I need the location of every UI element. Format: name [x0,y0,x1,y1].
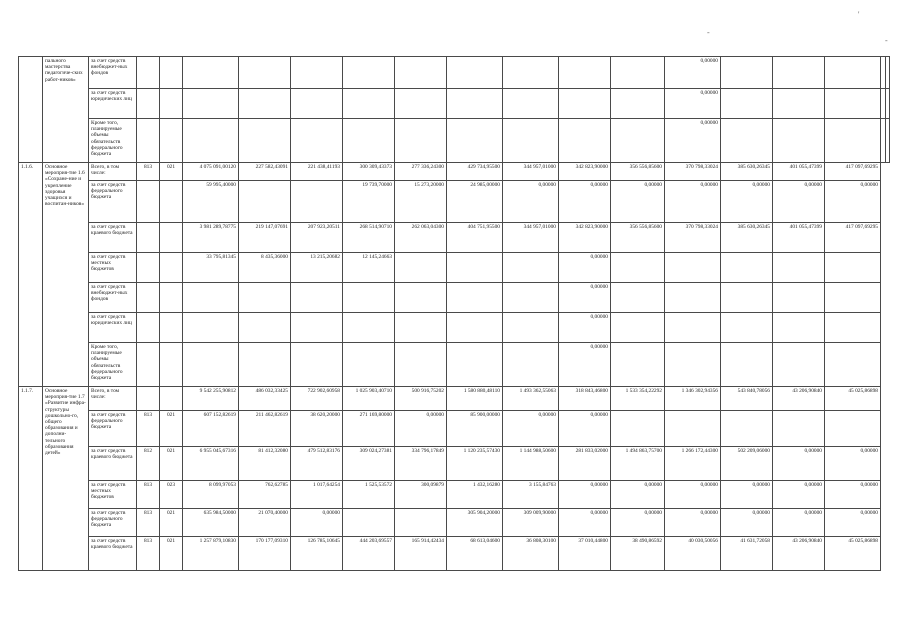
amount-cell [183,343,239,387]
amount-cell: 1 494 863,75700 [611,447,665,481]
amount-cell: 0,00000 [611,509,665,537]
amount-cell: 0,00000 [559,343,611,387]
amount-cell [291,119,343,163]
amount-cell [559,89,611,119]
table-row [19,343,890,387]
amount-cell: 0,00000 [503,411,559,447]
amount-cell [559,57,611,89]
amount-cell [825,253,881,283]
rz-code-cell [160,119,183,163]
amount-cell: 344 957,01000 [503,223,559,253]
amount-cell [611,411,665,447]
funding-source-cell: за счет средств местных бюджетов [89,481,137,509]
amount-cell: 33 795,81345 [183,253,239,283]
table-row [19,313,890,343]
amount-cell: 0,00000 [721,481,773,509]
amount-cell: 1 493 362,55063 [503,387,559,411]
amount-cell: 0,00000 [825,181,881,223]
amount-cell [825,313,881,343]
amount-cell [239,119,291,163]
grbs-code-cell [137,57,160,89]
amount-cell: 227 582,43091 [239,163,291,181]
amount-cell [239,343,291,387]
amount-cell: 1 266 172,44300 [665,447,721,481]
amount-cell: 221 438,41193 [291,163,343,181]
amount-cell: 1 432,16280 [447,481,503,509]
grbs-code-cell [137,343,160,387]
amount-cell: 0,00000 [559,313,611,343]
amount-cell [343,119,395,163]
rz-code-cell [160,253,183,283]
amount-cell [611,57,665,89]
amount-cell: 543 840,78056 [721,387,773,411]
amount-cell: 0,00000 [395,411,447,447]
amount-cell [665,283,721,313]
amount-cell: 0,00000 [611,481,665,509]
amount-cell: 0,00000 [773,509,825,537]
amount-cell: 0,00000 [773,481,825,509]
amount-cell [395,253,447,283]
amount-cell: 385 630,26345 [721,223,773,253]
grbs-code-cell [137,387,160,411]
table-row [19,509,890,537]
amount-cell: 3 981 289,78775 [183,223,239,253]
amount-cell: 300,09879 [395,481,447,509]
amount-cell: 0,00000 [721,509,773,537]
amount-cell: 271 169,80000 [343,411,395,447]
amount-cell [825,343,881,387]
amount-cell: 0,00000 [665,119,721,163]
amount-cell: 41 631,72058 [721,537,773,571]
amount-cell: 318 843,46800 [559,387,611,411]
amount-cell [503,283,559,313]
amount-cell: 15 273,20000 [395,181,447,223]
amount-cell: 417 097,69295 [825,163,881,181]
amount-cell [503,89,559,119]
amount-cell: 36 808,30100 [503,537,559,571]
amount-cell: 9 542 255,90812 [183,387,239,411]
amount-cell: 281 833,02000 [559,447,611,481]
amount-cell: 40 030,50056 [665,537,721,571]
amount-cell [825,411,881,447]
funding-source-cell: Всего, в том числе: [89,163,137,181]
amount-cell: 43 206,90840 [773,387,825,411]
activity-name-cell: Основное мероприя-тие 1.7 «Развитие инфра-структуры дошкольно-го, общего образования и дополни-тельного образования детей» [43,387,89,571]
grbs-code-cell: 813 [137,537,160,571]
grbs-code-cell [137,181,160,223]
table-row [19,537,890,571]
amount-cell: 0,00000 [825,447,881,481]
amount-cell [721,119,773,163]
amount-cell: 429 734,95500 [447,163,503,181]
grbs-code-cell [137,89,160,119]
amount-cell: 1 580 880,48110 [447,387,503,411]
amount-cell: 401 055,47399 [773,223,825,253]
funding-source-cell: за счет средств юридических лиц [89,313,137,343]
amount-cell: 309 024,27381 [343,447,395,481]
table-row [19,119,890,163]
amount-cell: 479 512,83176 [291,447,343,481]
amount-cell [291,343,343,387]
row-number-cell: 1.1.7. [19,387,43,571]
amount-cell [291,57,343,89]
amount-cell: 344 957,01000 [503,163,559,181]
rz-code-cell: 021 [160,537,183,571]
amount-cell: 1 525,53572 [343,481,395,509]
table-row [19,223,890,253]
scan-mark-dash: - [707,28,710,37]
rz-code-cell [160,343,183,387]
amount-cell: 219 147,07691 [239,223,291,253]
amount-cell: 8 099,97053 [183,481,239,509]
amount-cell [239,57,291,89]
funding-source-cell: за счет средств краевого бюджета [89,447,137,481]
amount-cell: 207 923,20511 [291,223,343,253]
amount-cell [721,411,773,447]
amount-cell [665,253,721,283]
amount-cell: 1 025 903,40710 [343,387,395,411]
rz-code-cell [160,181,183,223]
grbs-code-cell [137,313,160,343]
amount-cell [721,57,773,89]
amount-cell [773,57,825,89]
amount-cell: 417 097,69295 [825,223,881,253]
amount-cell [343,57,395,89]
amount-cell [825,57,881,89]
table-row [19,481,890,509]
amount-cell: 38 620,20000 [291,411,343,447]
amount-cell: 0,00000 [611,181,665,223]
amount-cell [395,57,447,89]
amount-cell: 309 009,90000 [503,509,559,537]
amount-cell: 0,00000 [665,481,721,509]
row-number-cell: 1.1.6. [19,163,43,387]
amount-cell: 81 412,32080 [239,447,291,481]
amount-cell: 1 346 302,94356 [665,387,721,411]
amount-cell [343,283,395,313]
amount-cell [885,89,890,119]
amount-cell: 444 203,69557 [343,537,395,571]
amount-cell: 21 070,40000 [239,509,291,537]
rz-code-cell [160,387,183,411]
amount-cell: 68 613,04600 [447,537,503,571]
amount-cell: 0,00000 [291,509,343,537]
rz-code-cell [160,57,183,89]
amount-cell [183,283,239,313]
grbs-code-cell [137,119,160,163]
amount-cell: 334 796,17849 [395,447,447,481]
grbs-code-cell: 813 [137,411,160,447]
amount-cell: 37 010,44800 [559,537,611,571]
amount-cell [395,313,447,343]
amount-cell: 500 916,75202 [395,387,447,411]
amount-cell: 6 955 045,67316 [183,447,239,481]
table-row [19,163,890,181]
amount-cell [239,313,291,343]
table-row [19,181,890,223]
row-number-cell [19,57,43,163]
amount-cell: 0,00000 [825,509,881,537]
amount-cell [447,343,503,387]
amount-cell: 370 798,33024 [665,163,721,181]
activity-name-cell: Основное мероприя-тие 1.6 «Сохране-ние и укрепление здоровья учащихся и воспитан-ников» [43,163,89,387]
amount-cell: 1 533 354,22292 [611,387,665,411]
amount-cell: 38 490,86592 [611,537,665,571]
amount-cell [773,119,825,163]
amount-cell: 43 206,90840 [773,537,825,571]
budget-table [18,56,890,571]
funding-source-cell: за счет средств краевого бюджета [89,537,137,571]
amount-cell: 1 257 879,10830 [183,537,239,571]
amount-cell: 0,00000 [559,481,611,509]
amount-cell: 385 630,26345 [721,163,773,181]
rz-code-cell [160,283,183,313]
amount-cell [885,119,890,163]
amount-cell: 0,00000 [559,181,611,223]
grbs-code-cell [137,223,160,253]
rz-code-cell: 021 [160,509,183,537]
amount-cell: 211 462,82619 [239,411,291,447]
table-row [19,447,890,481]
amount-cell: 24 985,00000 [447,181,503,223]
amount-cell: 342 823,90000 [559,223,611,253]
funding-source-cell: за счет средств внебюджет-ных фондов [89,283,137,313]
amount-cell [611,343,665,387]
amount-cell: 13 215,20682 [291,253,343,283]
amount-cell [503,343,559,387]
amount-cell: 262 063,04300 [395,223,447,253]
table-row [19,57,890,89]
funding-source-cell: за счет средств федерального бюджета [89,181,137,223]
amount-cell [503,253,559,283]
amount-cell: 486 032,33425 [239,387,291,411]
amount-cell: 45 025,86898 [825,387,881,411]
amount-cell: 12 145,24663 [343,253,395,283]
amount-cell: 277 336,24300 [395,163,447,181]
amount-cell [291,313,343,343]
amount-cell [503,119,559,163]
amount-cell [611,89,665,119]
amount-cell: 0,00000 [773,181,825,223]
rz-code-cell [160,223,183,253]
amount-cell: 502 209,06000 [721,447,773,481]
amount-cell: 19 739,70000 [343,181,395,223]
amount-cell [395,283,447,313]
amount-cell: 0,00000 [559,411,611,447]
amount-cell [343,89,395,119]
amount-cell: 722 902,60958 [291,387,343,411]
funding-source-cell: за счет средств федерального бюджета [89,411,137,447]
amount-cell: 342 823,90000 [559,163,611,181]
amount-cell [343,343,395,387]
amount-cell [665,411,721,447]
rz-code-cell: 021 [160,411,183,447]
grbs-code-cell: 812 [137,447,160,481]
amount-cell [447,89,503,119]
amount-cell: 607 152,82619 [183,411,239,447]
amount-cell [773,283,825,313]
funding-source-cell: Кроме того, планируемые объемы обязательств федерального бюджета [89,343,137,387]
amount-cell [885,57,890,89]
amount-cell: 0,00000 [559,283,611,313]
amount-cell: 0,00000 [665,181,721,223]
amount-cell: 1 120 235,57430 [447,447,503,481]
table-row [19,253,890,283]
amount-cell: 635 984,50000 [183,509,239,537]
amount-cell [183,57,239,89]
amount-cell [825,119,881,163]
amount-cell [773,313,825,343]
amount-cell: 8 435,36000 [239,253,291,283]
funding-source-cell: Кроме того, планируемые объемы обязательств федерального бюджета [89,119,137,163]
amount-cell [721,343,773,387]
amount-cell [721,313,773,343]
rz-code-cell [160,89,183,119]
amount-cell: 300 309,43373 [343,163,395,181]
scan-mark-edge: - [885,36,888,45]
amount-cell: 404 751,95500 [447,223,503,253]
amount-cell: 85 900,00000 [447,411,503,447]
amount-cell [825,283,881,313]
amount-cell [395,119,447,163]
table-row [19,89,890,119]
grbs-code-cell [137,253,160,283]
amount-cell: 401 055,47399 [773,163,825,181]
amount-cell [447,253,503,283]
amount-cell [183,119,239,163]
amount-cell [447,313,503,343]
amount-cell [721,89,773,119]
amount-cell [447,119,503,163]
amount-cell [825,89,881,119]
amount-cell: 0,00000 [721,181,773,223]
amount-cell [773,411,825,447]
amount-cell [291,283,343,313]
amount-cell [611,253,665,283]
amount-cell [773,343,825,387]
amount-cell: 1 017,64254 [291,481,343,509]
amount-cell [503,57,559,89]
amount-cell: 0,00000 [825,481,881,509]
table-row [19,411,890,447]
table-row [19,283,890,313]
amount-cell [503,313,559,343]
activity-name-cell: пального мастерства педагогиче-ских работ-ников» [43,57,89,163]
table-row [19,387,890,411]
amount-cell [239,89,291,119]
amount-cell [239,283,291,313]
amount-cell [447,57,503,89]
rz-code-cell: 021 [160,447,183,481]
amount-cell [665,313,721,343]
amount-cell [611,119,665,163]
amount-cell: 762,62785 [239,481,291,509]
amount-cell [611,313,665,343]
amount-cell [447,283,503,313]
amount-cell: 126 785,10645 [291,537,343,571]
amount-cell [343,313,395,343]
amount-cell: 1 144 988,50600 [503,447,559,481]
rz-code-cell: 023 [160,481,183,509]
amount-cell [343,509,395,537]
amount-cell [395,509,447,537]
amount-cell [773,253,825,283]
grbs-code-cell [137,283,160,313]
grbs-code-cell: 813 [137,481,160,509]
amount-cell: 0,00000 [559,509,611,537]
amount-cell [183,313,239,343]
amount-cell [291,181,343,223]
amount-cell: 59 995,40000 [183,181,239,223]
grbs-code-cell: 813 [137,163,160,181]
amount-cell [559,119,611,163]
amount-cell [721,253,773,283]
amount-cell: 0,00000 [665,89,721,119]
grbs-code-cell: 813 [137,509,160,537]
amount-cell [183,89,239,119]
funding-source-cell: за счет средств юридических лиц [89,89,137,119]
amount-cell: 45 025,86898 [825,537,881,571]
amount-cell: 0,00000 [559,253,611,283]
amount-cell: 356 556,85600 [611,163,665,181]
amount-cell: 0,00000 [665,57,721,89]
funding-source-cell: за счет средств местных бюджетов [89,253,137,283]
funding-source-cell: за счет средств федерального бюджета [89,509,137,537]
amount-cell [395,89,447,119]
amount-cell [773,89,825,119]
rz-code-cell: 021 [160,163,183,181]
amount-cell: 268 514,90710 [343,223,395,253]
amount-cell: 370 798,33024 [665,223,721,253]
amount-cell: 170 177,09310 [239,537,291,571]
amount-cell: 0,00000 [773,447,825,481]
amount-cell: 356 556,85600 [611,223,665,253]
amount-cell: 3 155,84763 [503,481,559,509]
funding-source-cell: за счет средств краевого бюджета [89,223,137,253]
amount-cell [611,283,665,313]
funding-source-cell: Всего, в том числе: [89,387,137,411]
amount-cell: 0,00000 [665,509,721,537]
scan-mark-top-right: ' [858,10,860,19]
amount-cell [395,343,447,387]
amount-cell: 0,00000 [503,181,559,223]
amount-cell: 165 914,42434 [395,537,447,571]
amount-cell [239,181,291,223]
rz-code-cell [160,313,183,343]
amount-cell: 305 904,20000 [447,509,503,537]
amount-cell [665,343,721,387]
amount-cell [291,89,343,119]
amount-cell: 4 075 091,00120 [183,163,239,181]
funding-source-cell: за счет средств внебюджет-ных фондов [89,57,137,89]
amount-cell [721,283,773,313]
